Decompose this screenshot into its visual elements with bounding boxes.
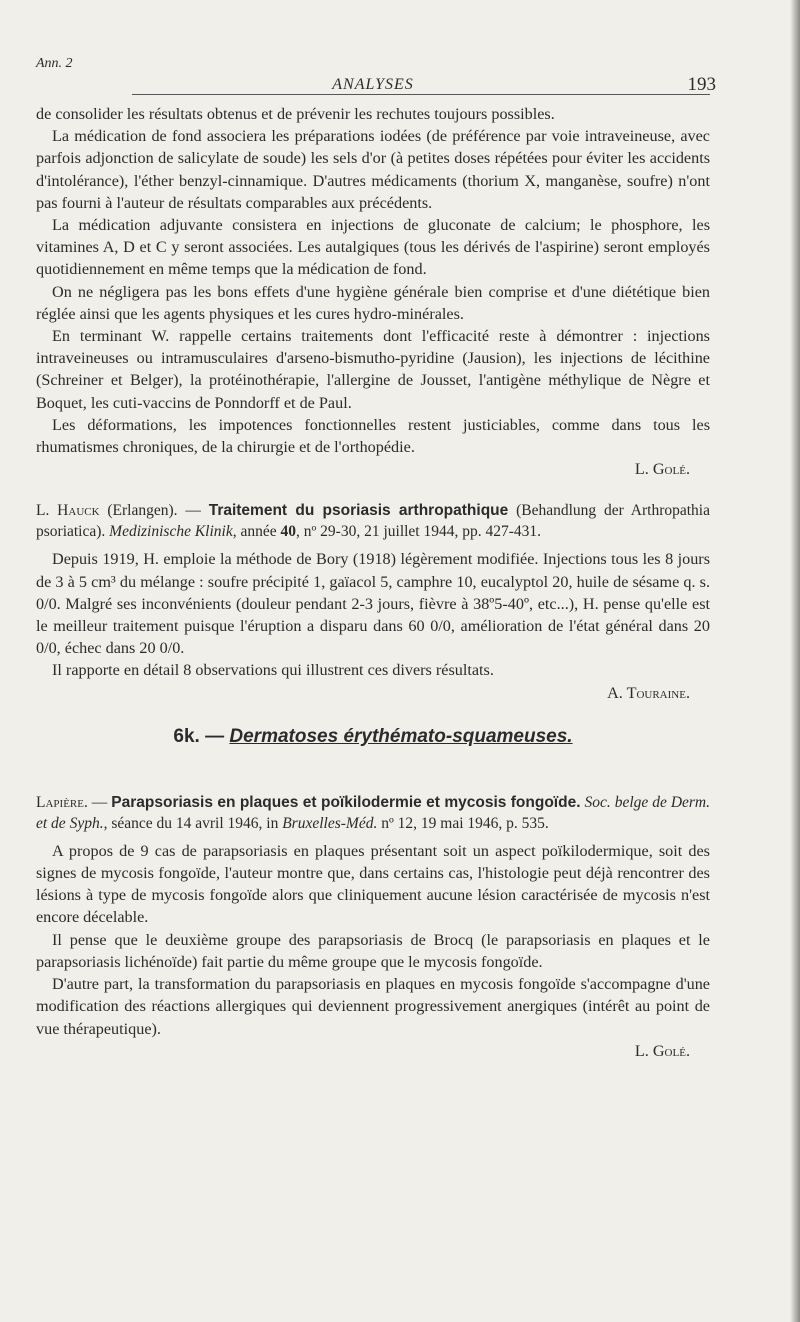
paragraph: D'autre part, la transformation du parapsoriasis en plaques en mycosis fongoïde s'accompagne d'une modification des réactions allergiques qui deviennent progressivement anergiques (intérêt au point de vue thérapeutique). [36,975,710,1038]
paragraph: On ne négligera pas les bons effets d'une hygiène générale bien comprise et d'une diététique bien réglée ainsi que les agents physiques et les cures hydro-minérales. [36,282,710,323]
section-title: ANALYSES [332,76,414,93]
paragraph: La médication adjuvante consistera en injections de gluconate de calcium; le phosphore, les vitamines A, D et C y seront associées. Les autalgiques (tous les dérivés de l'aspirine) seront employés quotidiennement en même temps que la médication de fond. [36,216,710,279]
article-title: Parapsoriasis en plaques et poïkilodermie et mycosis fongoïde. [111,793,581,811]
running-head [36,52,716,95]
paragraph: La médication de fond associera les préparations iodées (de préférence par voie intraveineuse, avec parfois adjonction de salicylate de soude) les sels d'or (à petites doses répétées pour éviter les accidents d'intolérance), l'éther benzyl-cinnamique. D'autres médicaments (thorium X, manganèse, soufre) n'ont pas fourni à l'auteur de résultats comparables aux précédents. [36,127,710,212]
abstract-body [36,840,710,1062]
citation-rest: nº 12, 19 mai 1946, p. 535. [377,814,549,832]
section-heading [36,726,710,748]
document-page [36,52,716,1062]
original-title: (Behandlung der Arthropathia psoriatica). [36,502,710,541]
paragraph: A propos de 9 cas de parapsoriasis en plaques présentant soit un aspect poïkilodermique, soit des signes de mycosis fongoïde, l'auteur montre que, dans certains cas, l'histologie peut déjà rencontrer des lésions à type de mycosis fongoïde alors que cliniquement aucune lésion caractérisée de mycosis n'est encore décelable. [36,841,710,927]
citation-rest: , séance du 14 avril 1946, in [103,814,283,832]
page-number: 193 [687,74,716,95]
section-number: 6k. — [173,725,230,747]
paragraph: Il pense que le deuxième groupe des parapsoriasis de Brocq (le parapsoriasis en plaques et le parapsoriasis lichénoïde) fait partie du même groupe que le mycosis fongoïde. [36,930,710,971]
signature: L. Golé. [634,1041,690,1060]
page-edge [790,0,800,1322]
year-prefix: , année [232,523,281,541]
citation-rest: , nº 29-30, 21 juillet 1944, pp. 427-431. [295,523,542,541]
separator: . — [83,793,112,811]
paragraph: de consolider les résultats obtenus et de prévenir les rechutes toujours possibles. [36,105,555,123]
paragraph: En terminant W. rappelle certains traitements dont l'efficacité reste à démontrer : injections intraveineuses ou intramusculaires d'arseno-bismutho-pyridine (Jausion), les injections de lécithine (Schreiner et Belger), la protéinothérapie, l'allergine de Jousset, l'antigène méthylique de Nègre et Boquet, les cuti-vaccins de Ponndorff et de Paul. [36,327,710,412]
abstract-body [36,548,710,703]
journal: Soc. belge de Derm. et de Syph. [36,793,711,832]
abstract-header [36,500,710,542]
paragraph: Les déformations, les impotences fonctionnelles restent justiciables, comme dans tous les rhumatismes chroniques, de la chirurgie et de l'orthopédie. [36,415,710,457]
volume-label: Ann. 2 [36,56,73,71]
year: 40 [280,523,296,541]
journal: Bruxelles-Méd. [282,814,378,832]
header-rule [132,94,710,95]
paragraph: Il rapporte en détail 8 observations qui illustrent ces divers résultats. [52,661,494,680]
signature: A. Touraine. [607,683,690,702]
abstract-header [36,792,710,834]
author: Lapière [36,793,84,811]
location: (Erlangen). — [99,502,209,520]
signature: L. Golé. [634,460,690,479]
journal: Medizinische Klinik [109,523,233,541]
author: L. Hauck [36,502,100,520]
section-heading-title: Dermatoses érythémato-squameuses. [229,725,573,747]
paragraph: Depuis 1919, H. emploie la méthode de Bory (1918) légèrement modifiée. Injections tous les 8 jours de 3 à 5 cm³ du mélange : soufre précipité 1, gaïacol 5, camphre 10, eucalyptol 20, huile de sésame q. s. 0/0. Malgré ses inconvénients (douleur pendant 2-3 jours, fièvre à 38º5-40º, etc...), H. pense qu'elle est le meilleur traitement puisque l'éruption a disparu dans 60 0/0, amélioration de l'état général dans 20 0/0, échec dans 20 0/0. [36,550,710,658]
article-title: Traitement du psoriasis arthropathique [208,502,509,520]
